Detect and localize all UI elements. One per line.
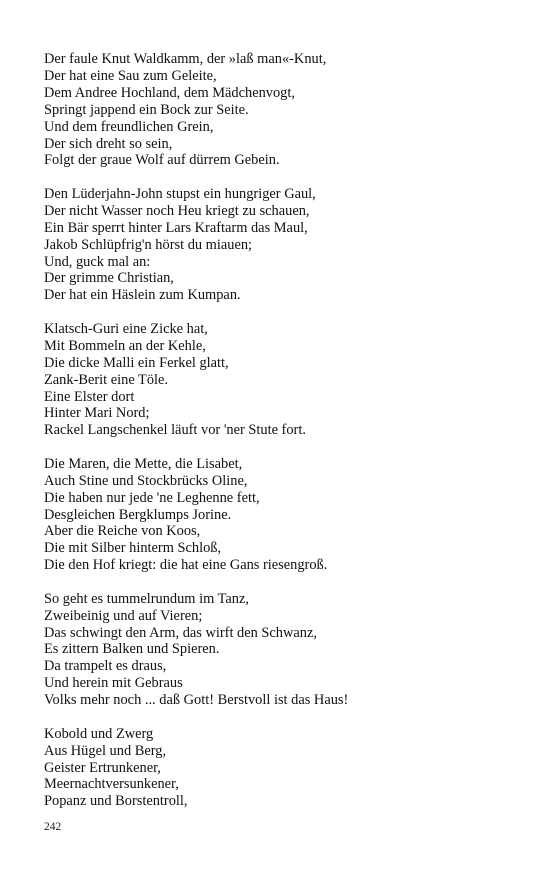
poem-line: Volks mehr noch ... daß Gott! Berstvoll ist das Haus! [44, 692, 349, 709]
poem-line: Zank-Berit eine Töle. [44, 371, 169, 388]
stanza [44, 726, 514, 811]
poem-line: Zweibeinig und auf Vieren; [44, 607, 203, 624]
poem-line: Aber die Reiche von Koos, [44, 523, 201, 540]
poem-line: Da trampelt es draus, [44, 658, 167, 675]
poem-line: Die Maren, die Mette, die Lisabet, [44, 455, 243, 472]
poem-line: Der hat ein Häslein zum Kumpan. [44, 287, 241, 304]
poem-line: Der hat eine Sau zum Geleite, [44, 67, 217, 84]
poem-line: Der sich dreht so sein, [44, 135, 173, 152]
poem-line: Das schwingt den Arm, das wirft den Schwanz, [44, 624, 317, 641]
poem-line: Jakob Schlüpfrig'n hörst du miauen; [44, 236, 253, 253]
stanza [44, 591, 514, 709]
poem-line: Die den Hof kriegt: die hat eine Gans riesengroß. [44, 557, 328, 574]
poem-line: Hinter Mari Nord; [44, 405, 150, 422]
poem-line: Eine Elster dort [44, 388, 135, 405]
page-number: 242 [44, 821, 62, 833]
poem-line: Und dem freundlichen Grein, [44, 118, 214, 135]
poem-line: Aus Hügel und Berg, [44, 742, 167, 759]
poem-line: Den Lüderjahn-John stupst ein hungriger Gaul, [44, 185, 316, 202]
poem-line: Klatsch-Guri eine Zicke hat, [44, 320, 208, 337]
poem-line: Mit Bommeln an der Kehle, [44, 337, 206, 354]
poem-line: Und, guck mal an: [44, 253, 151, 270]
poem-line: Die dicke Malli ein Ferkel glatt, [44, 354, 229, 371]
poem-line: Ein Bär sperrt hinter Lars Kraftarm das Maul, [44, 219, 308, 236]
poem-line: So geht es tummelrundum im Tanz, [44, 590, 249, 607]
poem-line: Meernachtversunkener, [44, 776, 179, 793]
poem-line: Rackel Langschenkel läuft vor 'ner Stute fort. [44, 422, 306, 439]
poem-line: Die haben nur jede 'ne Leghenne fett, [44, 489, 260, 506]
poem-text [44, 51, 514, 827]
stanza [44, 51, 514, 169]
stanza [44, 456, 514, 574]
poem-line: Auch Stine und Stockbrücks Oline, [44, 472, 248, 489]
poem-line: Die mit Silber hinterm Schloß, [44, 540, 222, 557]
stanza [44, 186, 514, 304]
poem-line: Popanz und Borstentroll, [44, 793, 188, 810]
poem-line: Der faule Knut Waldkamm, der »laß man«-Knut, [44, 51, 327, 67]
poem-line: Folgt der graue Wolf auf dürrem Gebein. [44, 152, 280, 169]
poem-line: Kobold und Zwerg [44, 725, 154, 742]
poem-line: Der nicht Wasser noch Heu kriegt zu schauen, [44, 202, 310, 219]
poem-line: Springt jappend ein Bock zur Seite. [44, 101, 249, 118]
poem-line: Dem Andree Hochland, dem Mädchenvogt, [44, 84, 295, 101]
poem-line: Es zittern Balken und Spieren. [44, 641, 220, 658]
poem-line: Und herein mit Gebraus [44, 675, 183, 692]
poem-line: Desgleichen Bergklumps Jorine. [44, 506, 232, 523]
poem-line: Der grimme Christian, [44, 270, 174, 287]
poem-line: Geister Ertrunkener, [44, 759, 161, 776]
stanza [44, 321, 514, 439]
